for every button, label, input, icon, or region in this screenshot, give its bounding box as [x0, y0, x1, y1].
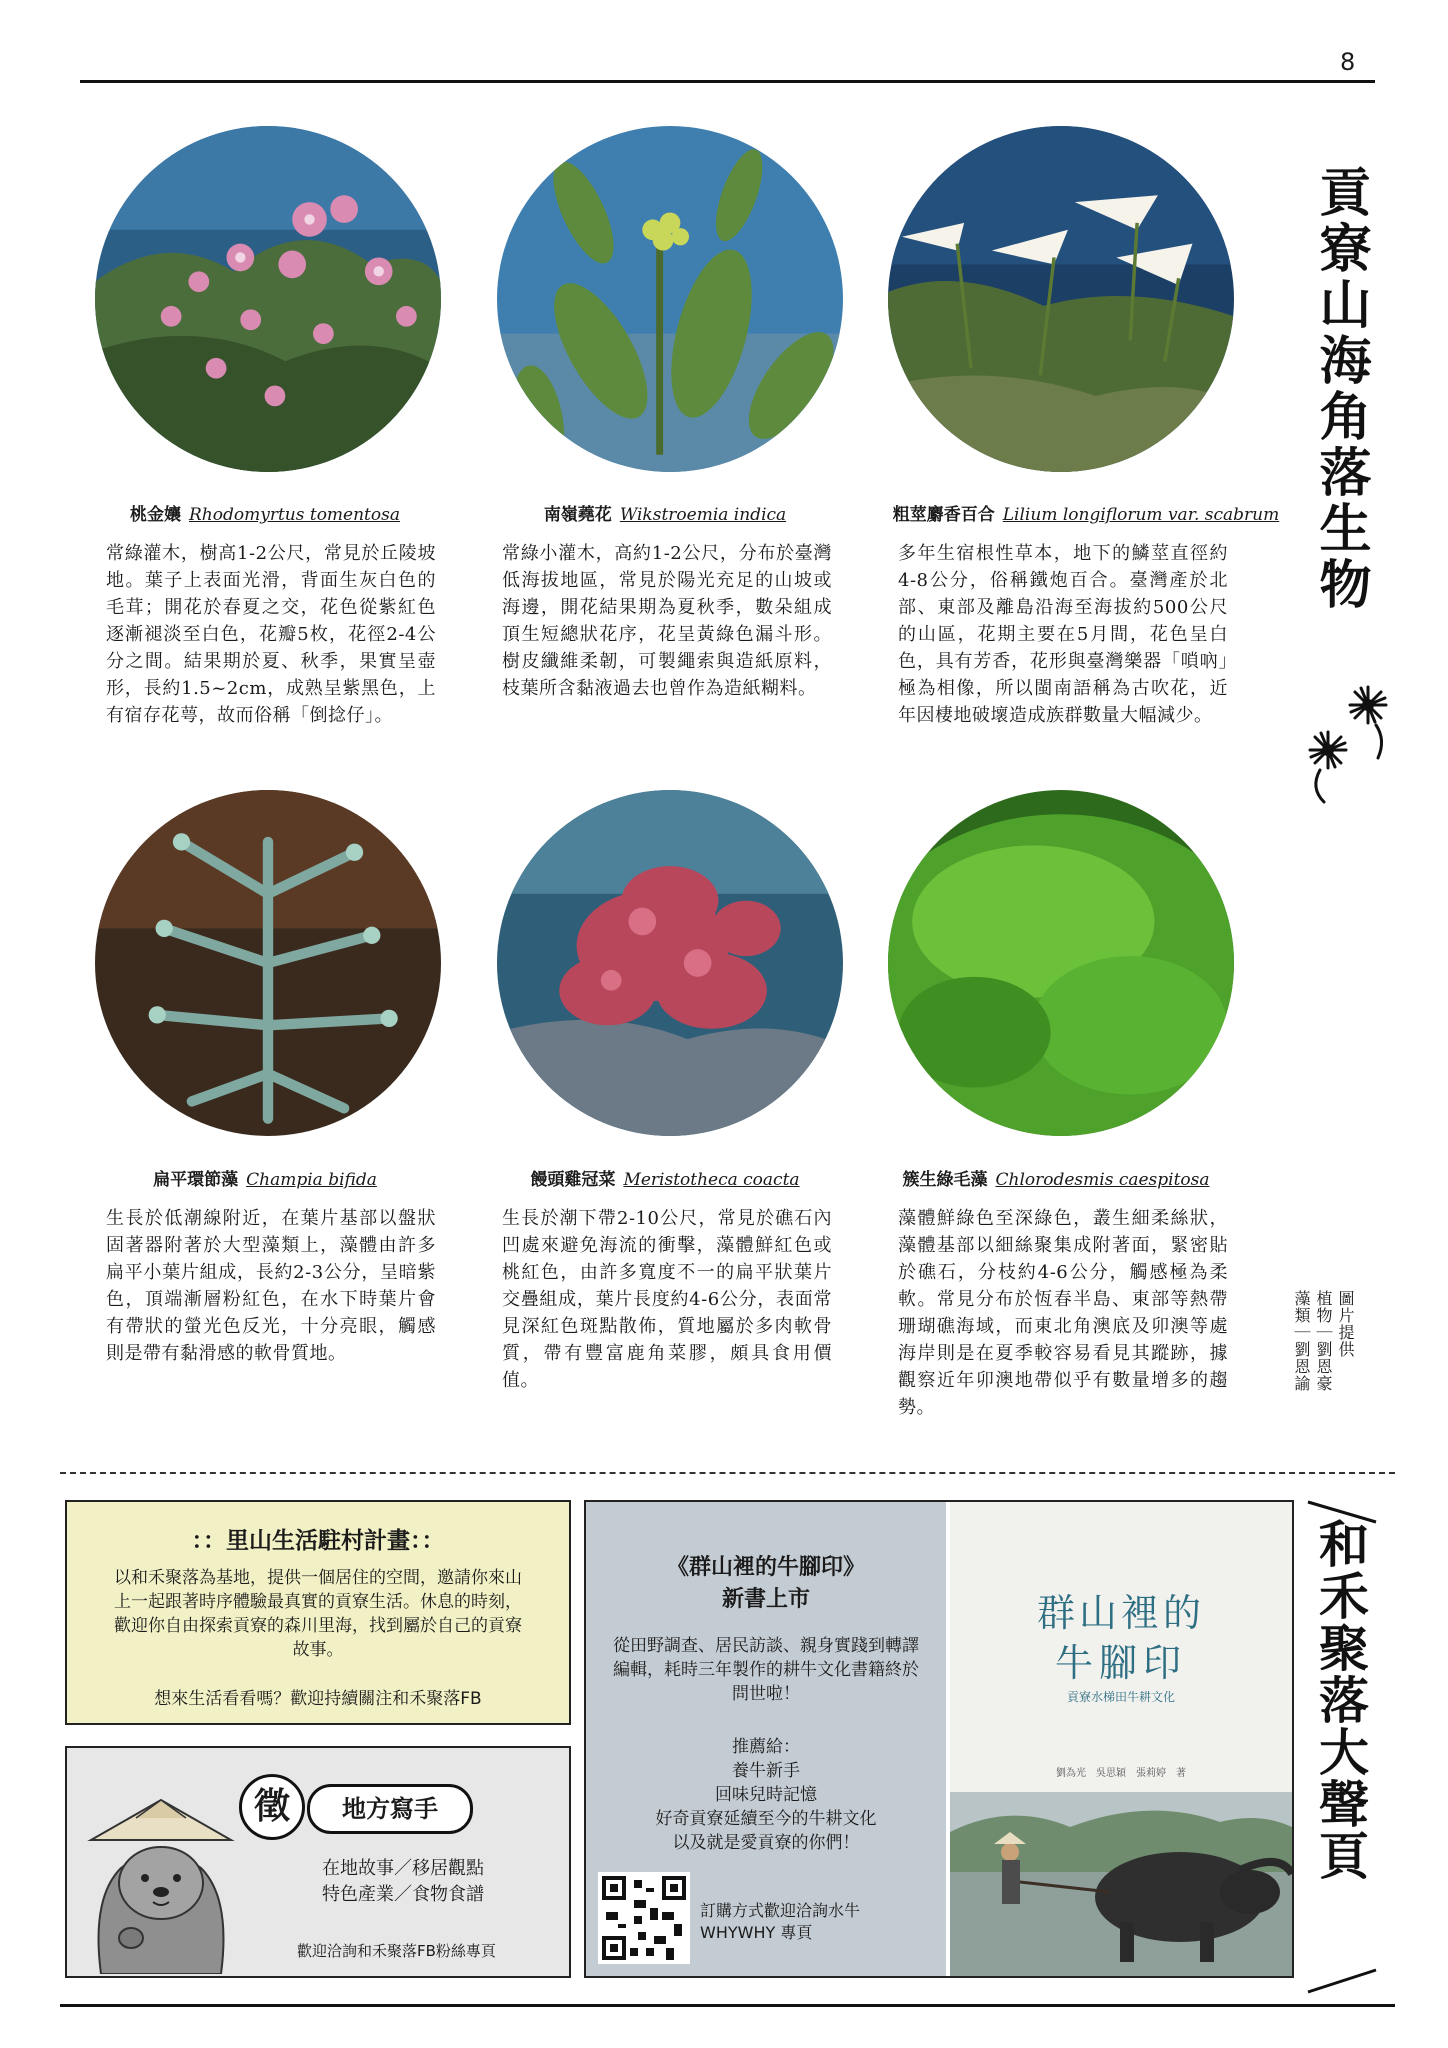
description-wikstroemia: 常綠小灌木，高約1-2公尺，分布於臺灣低海拔地區，常見於陽光充足的山坡或海邊，開花結果期為夏秋季，數朵組成頂生短總狀花序，花呈黃綠色漏斗形。樹皮纖維柔韌，可製繩索與造紙原料，枝葉所含黏液過去也曾作為造紙糊料。: [502, 543, 832, 699]
caption-meristotheca: [485, 1165, 845, 1190]
caption-rhodomyrtus: [85, 500, 445, 525]
book-intro: 從田野調查、居民訪談、親身實踐到轉譯編輯，耗時三年製作的耕牛文化書籍終於問世啦！: [613, 1636, 919, 1704]
writer-title: 地方寫手: [307, 1784, 473, 1834]
book-info-panel: [586, 1502, 946, 1976]
photo-lilium: [888, 126, 1234, 472]
species-name-zh: 饅頭雞冠菜: [530, 1170, 616, 1190]
description-rhodomyrtus: 常綠灌木，樹高1-2公尺，常見於丘陵坡地。葉子上表面光滑，背面生灰白色的毛茸；開花於春夏之交，花色從紫紅色逐漸褪淡至白色，花瓣5枚，花徑2-4公分之間。結果期於夏、秋季，果實呈壺形，長約1.5~2cm，成熟呈紫黑色，上有宿存花萼，故而俗稱「倒捻仔」。: [106, 543, 436, 726]
credit-line: 圖片提供: [1336, 1290, 1355, 1358]
caption-champia: [85, 1165, 445, 1190]
description-chlorodesmis: 藻體鮮綠色至深綠色，叢生細柔絲狀，藻體基部以細絲聚集成附著面，緊密貼於礁石，分枝約4-6公分，觸感極為柔軟。常見分布於恆春半島、東部等熱帶珊瑚礁海域，而東北角澳底及卯澳等處海岸則是在夏季較容易看見其蹤跡，據觀察近年卯澳地帶似乎有數量增多的趨勢。: [898, 1208, 1228, 1418]
species-name-sci: Chlorodesmis caespitosa: [995, 1170, 1210, 1190]
writer-recruit-box: [65, 1746, 571, 1978]
credit-line: 藻類｜劉恩諭: [1292, 1290, 1311, 1392]
photo-chlorodesmis: [888, 790, 1234, 1136]
otter-farmer-illustration: [81, 1778, 241, 1974]
page-number: 8: [1340, 48, 1356, 76]
residency-title: ：：里山生活駐村計畫：：: [191, 1528, 445, 1554]
book-title: 《群山裡的牛腳印》: [666, 1555, 865, 1580]
species-name-zh: 粗莖麝香百合: [892, 505, 995, 525]
photo-wikstroemia: [497, 126, 843, 472]
section-title-creatures: 貢寮山海角落生物: [1310, 165, 1370, 613]
recruit-badge: 徵: [239, 1774, 305, 1840]
cover-photo: [950, 1792, 1292, 1976]
species-name-sci: Wikstroemia indica: [619, 505, 787, 525]
species-name-zh: 扁平環節藻: [153, 1170, 239, 1190]
recommend-item: 養牛新手: [732, 1761, 800, 1781]
book-cover: [950, 1502, 1292, 1976]
recommend-item: 好奇貢寮延續至今的牛耕文化: [655, 1809, 877, 1829]
photo-rhodomyrtus: [95, 126, 441, 472]
species-name-zh: 南嶺蕘花: [543, 505, 612, 525]
section-title-community: 和禾聚落大聲頁: [1311, 1518, 1369, 1882]
order-info: 訂購方式歡迎洽詢水牛WHYWHY 專頁: [700, 1901, 861, 1942]
credit-line: 植物｜劉恩豪: [1314, 1290, 1333, 1392]
top-rule: [80, 80, 1375, 83]
species-name-sci: Champia bifida: [246, 1170, 377, 1190]
writer-footer: 歡迎洽詢和禾聚落FB粉絲專頁: [297, 1942, 496, 1960]
writer-topics-1: 在地故事／移居觀點: [322, 1858, 484, 1879]
species-name-sci: Meristotheca coacta: [623, 1170, 800, 1190]
description-lilium: 多年生宿根性草本，地下的鱗莖直徑約4-8公分，俗稱鐵炮百合。臺灣產於北部、東部及離島沿海至海拔約500公尺的山區，花期主要在5月間，花色呈白色，具有芳香，花形與臺灣樂器「嗩吶」極為相像，所以閩南語稱為古吹花，近年因棲地破壞造成族群數量大幅減少。: [898, 543, 1228, 726]
book-subtitle: 新書上市: [721, 1587, 810, 1612]
caption-chlorodesmis: [876, 1165, 1236, 1190]
species-name-zh: 桃金孃: [130, 505, 181, 525]
qr-code-icon[interactable]: [598, 1872, 690, 1964]
bottom-rule: [60, 2004, 1395, 2007]
recommend-label: 推薦給：: [732, 1737, 800, 1757]
recommend-item: 回味兒時記憶: [715, 1785, 817, 1805]
cover-title-line2: 牛腳印: [1054, 1641, 1187, 1685]
cover-title-line1: 群山裡的: [1036, 1591, 1205, 1635]
species-name-sci: Rhodomyrtus tomentosa: [189, 505, 400, 525]
residency-body: 以和禾聚落為基地，提供一個居住的空間，邀請你來山上一起跟著時序體驗最真實的貢寮生活。休息的時刻，歡迎你自由探索貢寮的森川里海，找到屬於自己的貢寮故事。: [114, 1568, 522, 1660]
description-meristotheca: 生長於潮下帶2-10公尺，常見於礁石內凹處來避免海流的衝擊，藻體鮮紅色或桃紅色，由許多寬度不一的扁平狀葉片交疊組成，葉片長度約4-6公分，表面常見深紅色斑點散佈，質地屬於多肉軟骨質，帶有豐富鹿角菜膠，頗具食用價值。: [502, 1208, 832, 1391]
section-divider: [60, 1472, 1395, 1474]
flower-doodle-icon: [1290, 670, 1410, 820]
book-promo-box: [584, 1500, 1294, 1978]
species-name-zh: 簇生綠毛藻: [902, 1170, 988, 1190]
residency-cta: 想來生活看看嗎？歡迎持續關注和禾聚落FB: [154, 1689, 482, 1709]
writer-topics-2: 特色產業／食物食譜: [322, 1884, 484, 1905]
recommend-item: 以及就是愛貢寮的你們！: [672, 1833, 860, 1853]
cover-subtitle: 貢寮水梯田牛耕文化: [1066, 1690, 1175, 1704]
caption-lilium: [876, 500, 1296, 525]
residency-box: [65, 1500, 571, 1725]
photo-meristotheca: [497, 790, 843, 1136]
photo-credit: [1290, 1290, 1356, 1450]
caption-wikstroemia: [485, 500, 845, 525]
species-name-sci: Lilium longiflorum var. scabrum: [1002, 505, 1280, 525]
cover-authors: 劉為光 吳思穎 張莉婷 著: [1056, 1768, 1186, 1779]
description-champia: 生長於低潮線附近，在葉片基部以盤狀固著器附著於大型藻類上，藻體由許多扁平小葉片組成，長約2-3公分，呈暗紫色，頂端漸層粉紅色，在水下時葉片會有帶狀的螢光色反光，十分亮眼，觸感則是帶有黏滑感的軟骨質地。: [106, 1208, 436, 1364]
photo-champia: [95, 790, 441, 1136]
